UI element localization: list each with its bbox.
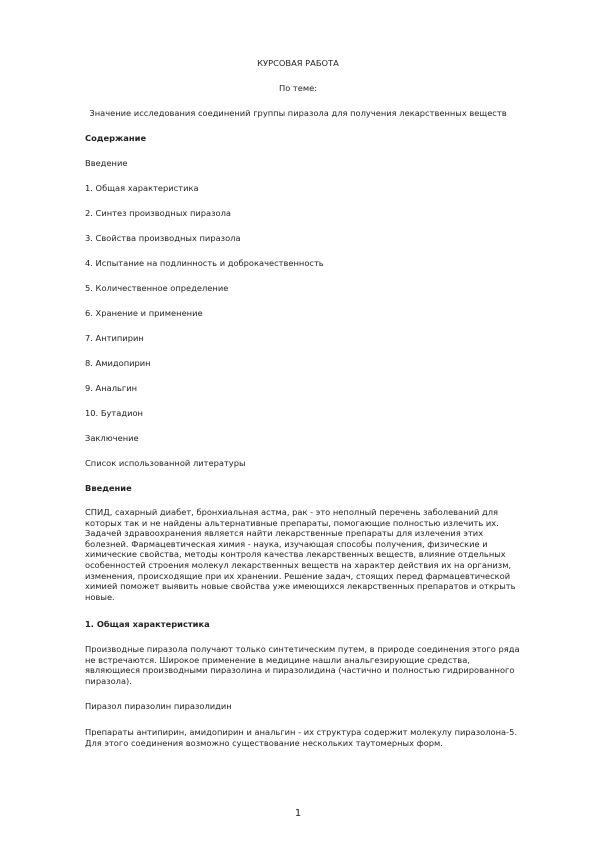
toc-item: 10. Бутадион (85, 408, 143, 418)
section1-line: Для этого соединения возможно существование нескольких таутомерных форм. (85, 737, 443, 748)
intro-paragraph (85, 507, 555, 602)
intro-line: особенностей строения молекул лекарственных веществ на характер действия их на организм, (85, 559, 512, 570)
intro-line: химические свойства, методы контроля качества лекарственных веществ, влияние отдельных (85, 549, 506, 560)
section1-line: Производные пиразола получают только синтетическим путем, в природе соединения этого ряда (85, 644, 520, 654)
toc-item: 6. Хранение и применение (85, 308, 203, 318)
toc-item: 2. Синтез производных пиразола (85, 208, 231, 218)
intro-line: новые. (85, 591, 115, 602)
intro-line: которых так и не найдены альтернативные препараты, помогающие полностью излечить их. (85, 517, 499, 528)
work-type-title: КУРСОВАЯ РАБОТА (257, 58, 339, 68)
toc-item: 8. Амидопирин (85, 358, 151, 368)
intro-line: Задачей здравоохранения является найти лекарственные препараты для излечения этих (85, 528, 484, 539)
compounds-line: Пиразол пиразолин пиразолидин (85, 701, 232, 711)
section1-line: пиразола). (85, 675, 132, 686)
toc-item: Заключение (85, 433, 139, 443)
topic-title: Значение исследования соединений группы пиразола для получения лекарственных веществ (89, 108, 507, 118)
toc-item: 5. Количественное определение (85, 283, 229, 293)
toc-item: 9. Анальгин (85, 383, 138, 393)
section1-line: являющиеся производными пиразолина и пиразолидина (частично и полностью гидрированного (85, 665, 515, 676)
intro-heading: Введение (85, 483, 132, 493)
section1-line: Препараты антипирин, амидопирин и анальгин - их структура содержит молекулу пиразолона-5. (85, 727, 518, 737)
toc-item: 3. Свойства производных пиразола (85, 233, 241, 243)
toc-item: 7. Антипирин (85, 333, 144, 343)
toc-item: 4. Испытание на подлинность и доброкачественность (85, 258, 324, 268)
intro-line: изменения, происходящие при их хранении. Решение задач, стоящих перед фармацевтической (85, 570, 511, 581)
section1-paragraph-2 (85, 727, 555, 748)
section1-paragraph-1 (85, 644, 555, 686)
intro-line: болезней. Фармацевтическая химия - наука, изучающая способы получения, физические и (85, 538, 488, 549)
toc-item: Введение (85, 158, 128, 168)
section1-line: не встречаются. Широкое применение в медицине нашли анальгезирующие средства, (85, 654, 470, 665)
toc-heading: Содержание (85, 133, 147, 143)
intro-line: химией поможет выявить новые свойства уже имеющихся лекарственных препаратов и открыть (85, 581, 516, 592)
toc-item: Список использованной литературы (85, 458, 246, 468)
toc-item: 1. Общая характеристика (85, 183, 199, 193)
topic-label: По теме: (278, 83, 318, 93)
intro-line: СПИД, сахарный диабет, бронхиальная астма, рак - это неполный перечень заболеваний для (85, 507, 499, 517)
section1-heading: 1. Общая характеристика (85, 619, 210, 629)
page-number: 1 (294, 808, 302, 819)
